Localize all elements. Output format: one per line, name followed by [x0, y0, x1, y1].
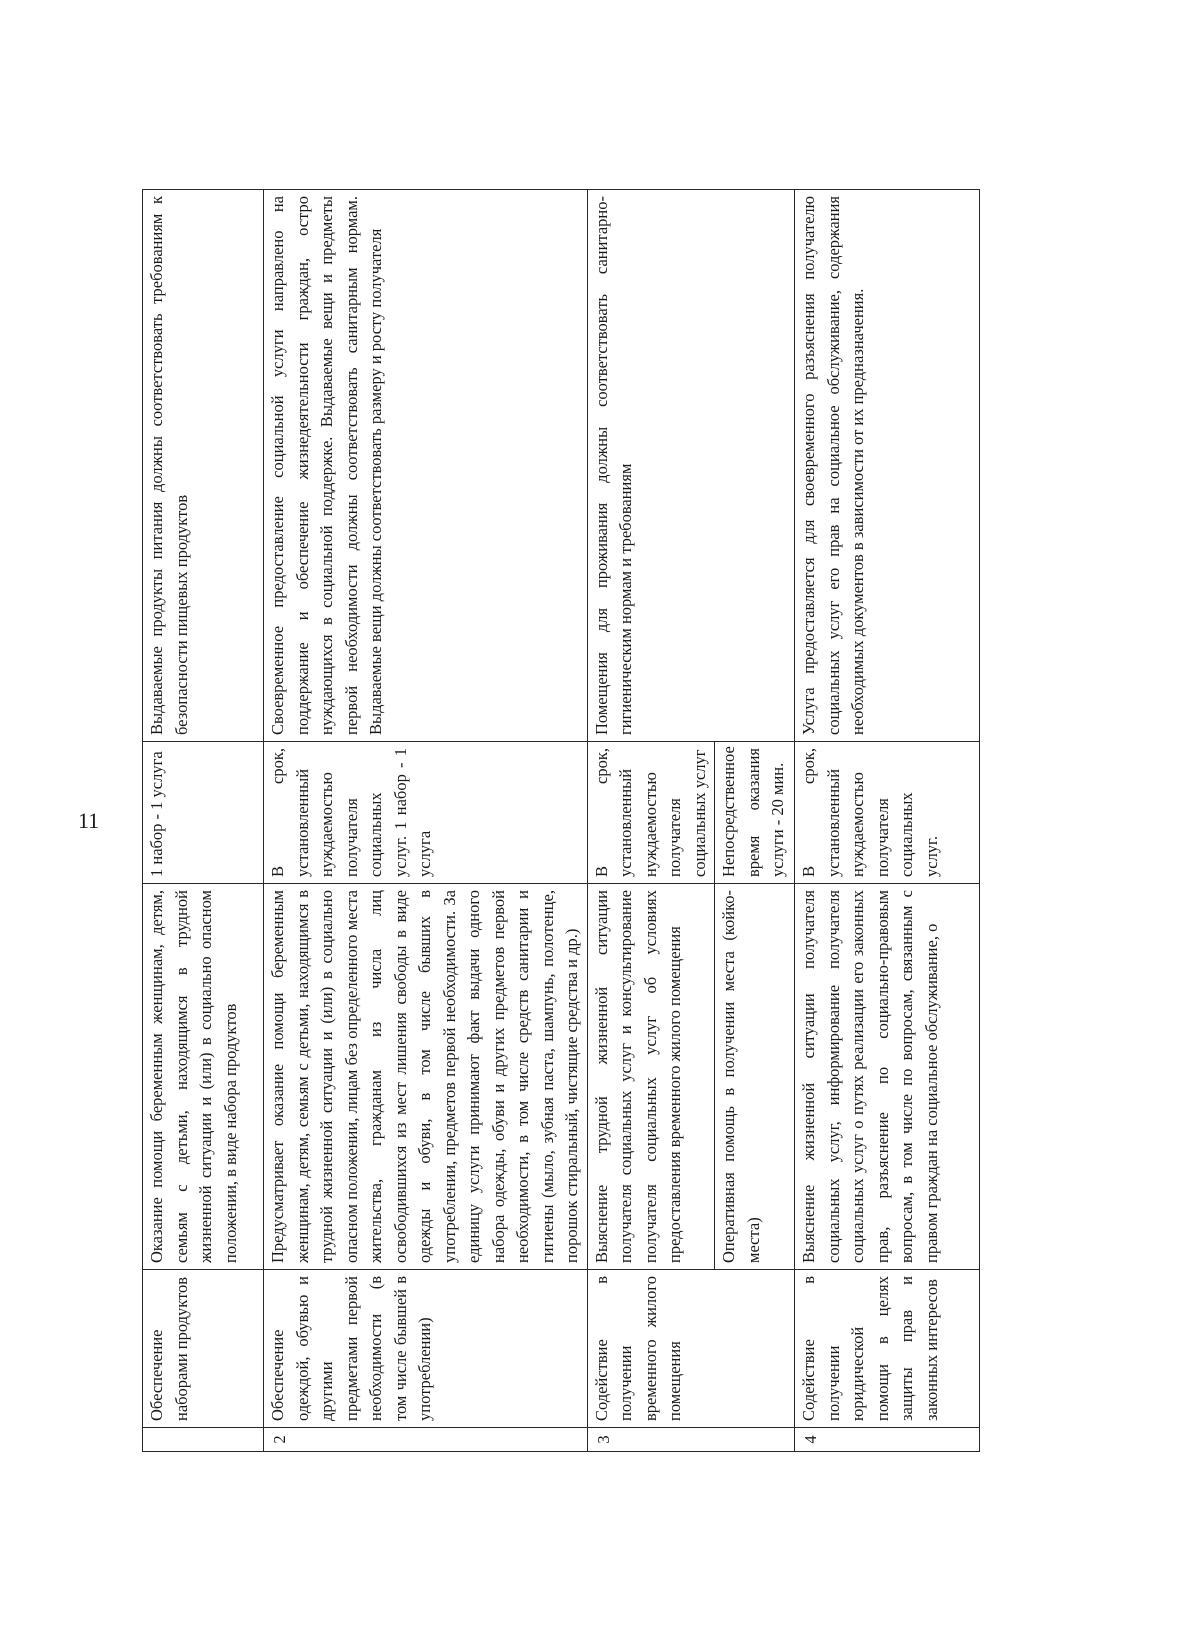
term-text: В установленный нуждаемостью получателя социальных услуг. 1 набор - 1 услуга — [268, 748, 434, 877]
services-table — [142, 189, 980, 1452]
term-text: В установленный нуждаемостью получателя социальных услуг — [591, 749, 709, 877]
quality-indicator: Помещения для проживания должны соответствовать санитарно-гигиеническим нормам и требованиям — [587, 190, 795, 742]
table-row — [264, 190, 588, 1452]
service-term-secondary: Непосредственное время оказания услуги - 20 мин. — [715, 742, 795, 884]
service-name: Обеспечение наборами продуктов — [143, 1270, 264, 1428]
quality-indicator: Выдаваемые продукты питания должны соответствовать требованиям к безопасности пищевых продуктов — [143, 190, 264, 742]
service-description: Предусматривает оказание помощи беременным женщинам, детям, семьям с детьми, находящимся в трудной жизненной ситуации и (или) в социально опасном положении, лицам без определенного места жительства, гражданам из числа лиц освободившихся из мест лишения свободы в виде одежды и обуви, в том числе бывших в употреблении, предметов первой необходимости. За единицу услуги принимают факт выдачи одного набора одежды, обуви и других предметов первой необходимости, в том числе средств санитарии и гигиены (мыло, зубная паста, шампунь, полотенце, порошок стиральный, чистящие средства и др.) — [264, 884, 588, 1270]
service-term — [795, 742, 980, 884]
quality-indicator: Услуга предоставляется для своевременного разъяснения получателю социальных услуг его прав на социальное обслуживание, содержания необходимых документов в зависимости от их предназначения. — [795, 190, 980, 742]
quality-indicator: Своевременное предоставление социальной услуги направлено на поддержание и обеспечение жизнедеятельности граждан, остро нуждающихся в социальной поддержке. Выдаваемые вещи и предметы первой необходимости должны соответствовать санитарным нормам. Выдаваемые вещи должны соответствовать размеру и росту получателя — [264, 190, 588, 742]
service-description-secondary: Оперативная помощь в получении места (койко-места) — [715, 884, 795, 1270]
service-description: Выяснение трудной жизненной ситуации получателя социальных услуг и консультирование получателя социальных услуг об условиях предоставления временного жилого помещения — [587, 884, 715, 1270]
page-number: 11 — [78, 808, 100, 833]
service-name: Содействие в получении временного жилого помещения — [587, 1270, 795, 1428]
rotated-table-wrapper — [142, 190, 958, 1452]
service-term — [264, 742, 588, 884]
term-lead: срок, — [591, 748, 611, 784]
row-number — [143, 1428, 264, 1452]
table-row — [143, 190, 264, 1452]
service-description: Оказание помощи беременным женщинам, детям, семьям с детьми, находящимся в трудной жизненной ситуации и (или) в социально опасном положении, в виде набора продуктов — [143, 884, 264, 1270]
row-number: 3 — [587, 1428, 795, 1452]
service-name: Обеспечение одеждой, обувью и другими предметами первой необходимости (в том числе бывшей в употреблении) — [264, 1270, 588, 1428]
row-number: 2 — [264, 1428, 588, 1452]
service-term — [587, 742, 715, 884]
term-text: В установленный нуждаемостью получателя социальных услуг. — [799, 768, 941, 877]
term-lead: срок, — [268, 748, 287, 784]
service-name: Содействие в получении юридической помощи в целях защиты прав и законных интересов — [795, 1270, 980, 1428]
row-number: 4 — [795, 1428, 980, 1452]
service-description: Выяснение жизненной ситуации получателя социальных услуг, информирование получателя социальных услуг о путях реализации его законных прав, разъяснение по социально-правовым вопросам, в том числе по вопросам, связанным с правом граждан на социальное обслуживание, о — [795, 884, 980, 1270]
service-term: 1 набор - 1 услуга — [143, 742, 264, 884]
table-row — [795, 190, 980, 1452]
term-lead: срок, — [799, 748, 818, 784]
table-row — [587, 190, 715, 1452]
